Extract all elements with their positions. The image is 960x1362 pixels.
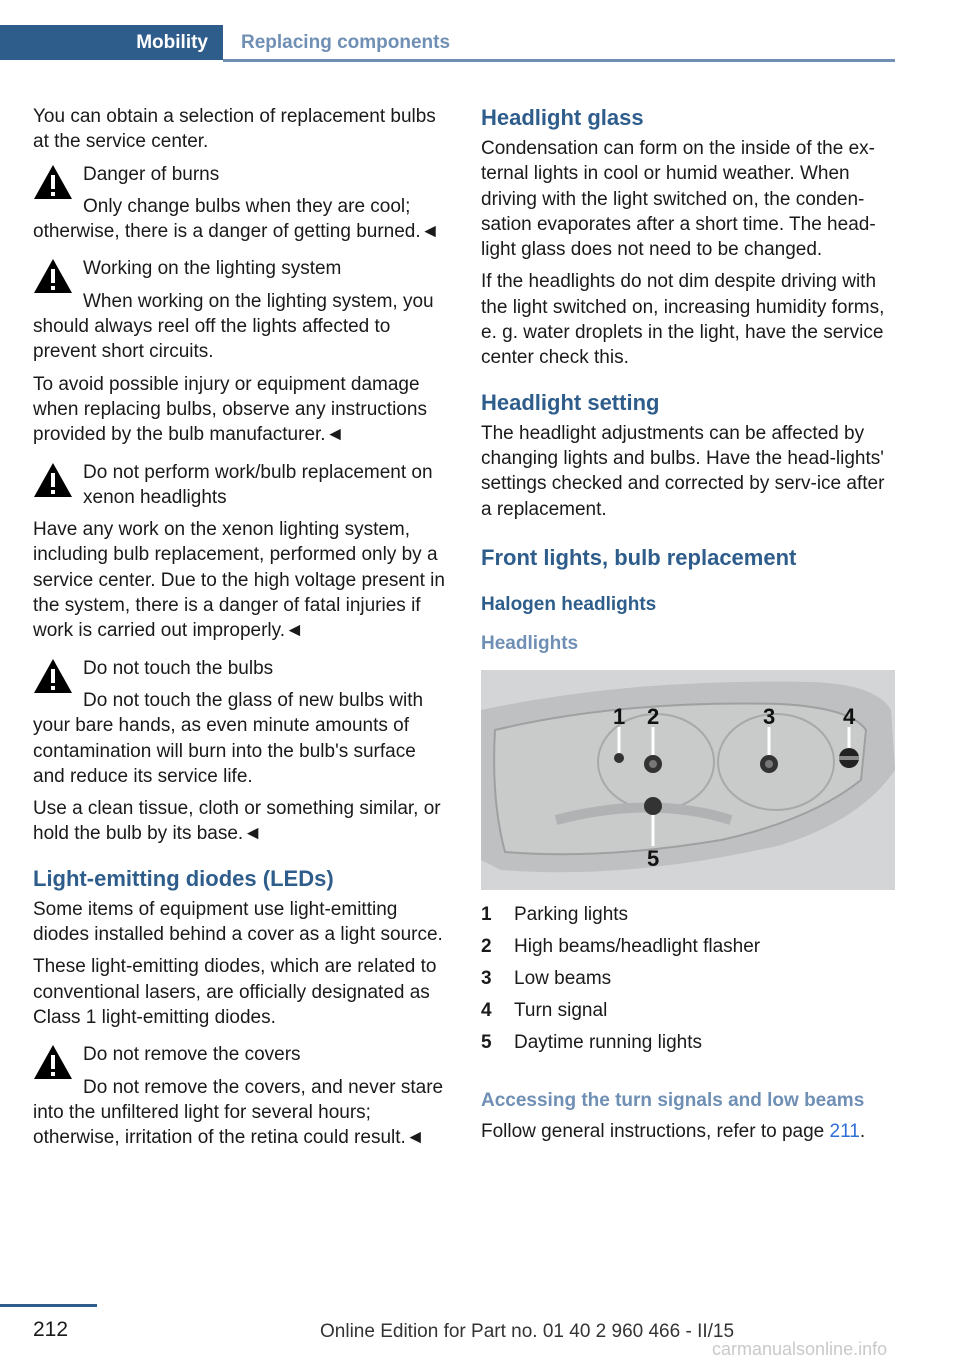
legend-text: Low beams (514, 967, 612, 989)
headlight-setting-heading: Headlight setting (481, 389, 660, 415)
edition-text: Online Edition for Part no. 01 40 2 960 466 - II/15 (320, 1321, 735, 1342)
headlights-subheading: Headlights (481, 632, 579, 654)
led-paragraph-2: These light-emitting diodes, which are related to conventional lasers, are officially designated as Class 1 light-emitting diodes. (33, 956, 437, 1028)
legend-text: Parking lights (514, 903, 629, 925)
left-column (33, 104, 449, 1157)
warning-body: When working on the lighting system, you should always reel off the lights affected to prevent short circuits. (33, 290, 434, 363)
figure-label: 2 (647, 703, 660, 729)
intro-paragraph: You can obtain a selection of replacement bulbs at the service center. (33, 106, 436, 153)
legend-item (481, 1030, 895, 1062)
warning-triangle-icon (33, 164, 73, 200)
access-text: Follow general instructions, refer to page (481, 1120, 830, 1142)
warning-triangle-icon (33, 258, 73, 294)
glass-paragraph-2: If the headlights do not dim despite driving with the light switched on, increasing humidity forms, e. g. water droplets in the light, have the service center check this. (481, 271, 885, 369)
legend-item (481, 998, 895, 1030)
watermark-text: carmanualsonline.info (712, 1339, 888, 1359)
legend-list (481, 902, 895, 1062)
warning-bulbs (33, 656, 449, 789)
access-period: . (859, 1120, 866, 1142)
header-rule (223, 59, 895, 62)
glass-paragraph-1: Condensation can form on the inside of the ex-ternal lights in cool or humid weather. When driving with the light switched on, the conden-sation evaporates after a short time. The head-light glass does not need to be changed. (481, 138, 876, 261)
legend-number: 3 (481, 967, 492, 989)
access-paragraph (481, 1119, 895, 1144)
warning-xenon (33, 460, 449, 511)
legend-text: High beams/headlight flasher (514, 935, 761, 957)
legend-number: 1 (481, 903, 492, 925)
figure-label: 3 (763, 703, 776, 729)
legend-number: 2 (481, 935, 492, 957)
warning-title: Do not perform work/bulb replacement on xenon headlights (83, 461, 433, 508)
xenon-paragraph: Have any work on the xenon lighting system, including bulb replacement, performed only by a service center. Due to the high voltage present in the system, there is a danger of fatal injuries if work is carried out improperly.◄ (33, 519, 445, 642)
warning-triangle-icon (33, 462, 73, 498)
warning-burns (33, 162, 449, 245)
headlight-glass-heading: Headlight glass (481, 105, 644, 130)
warning-body: Do not remove the covers, and never stare into the unfiltered light for several hours; otherwise, irritation of the retina could result.◄ (33, 1076, 444, 1149)
figure-label: 4 (843, 703, 856, 729)
warning-body: Only change bulbs when they are cool; otherwise, there is a danger of getting burned.◄ (33, 195, 440, 243)
legend-text: Turn signal (514, 999, 608, 1021)
warning-title: Working on the lighting system (83, 258, 342, 280)
bulbs-extra-paragraph: Use a clean tissue, cloth or something similar, or hold the bulb by its base.◄ (33, 798, 441, 845)
page-header (0, 25, 895, 62)
section-tab: Mobility (0, 25, 223, 60)
legend-item (481, 934, 895, 966)
page-reference-link[interactable]: 211 (829, 1120, 860, 1142)
legend-number: 5 (481, 1031, 492, 1053)
page-number: 212 (33, 1318, 69, 1341)
warning-covers (33, 1042, 449, 1150)
figure-label: 5 (647, 845, 660, 871)
setting-paragraph: The headlight adjustments can be affected by changing lights and bulbs. Have the head-lights' settings checked and corrected by serv-ice after a replacement. (481, 422, 885, 520)
legend-item (481, 966, 895, 998)
warning-extra-paragraph: To avoid possible injury or equipment damage when replacing bulbs, observe any instructions provided by the bulb manufacturer.◄ (33, 373, 427, 446)
led-heading: Light-emitting diodes (LEDs) (33, 865, 334, 891)
warning-triangle-icon (33, 1044, 73, 1080)
access-heading: Accessing the turn signals and low beams (481, 1089, 865, 1111)
footer-rule (0, 1304, 97, 1307)
warning-body: Do not touch the glass of new bulbs with your bare hands, as even minute amounts of contamination will burn into the bulb's surface and reduce its service life. (33, 689, 424, 787)
figure-label: 1 (613, 703, 626, 729)
right-column (481, 104, 895, 1151)
halogen-heading: Halogen headlights (481, 593, 657, 615)
warning-title: Danger of burns (83, 163, 220, 185)
headlight-figure (481, 670, 895, 890)
legend-item (481, 902, 895, 934)
warning-lighting-system (33, 256, 449, 364)
legend-number: 4 (481, 999, 492, 1021)
warning-title: Do not touch the bulbs (83, 657, 274, 679)
warning-triangle-icon (33, 658, 73, 694)
subsection-title: Replacing components (241, 32, 451, 53)
warning-title: Do not remove the covers (83, 1044, 301, 1066)
led-paragraph-1: Some items of equipment use light-emitting diodes installed behind a cover as a light source. (33, 898, 443, 946)
front-lights-heading: Front lights, bulb replacement (481, 544, 797, 570)
legend-text: Daytime running lights (514, 1031, 702, 1053)
